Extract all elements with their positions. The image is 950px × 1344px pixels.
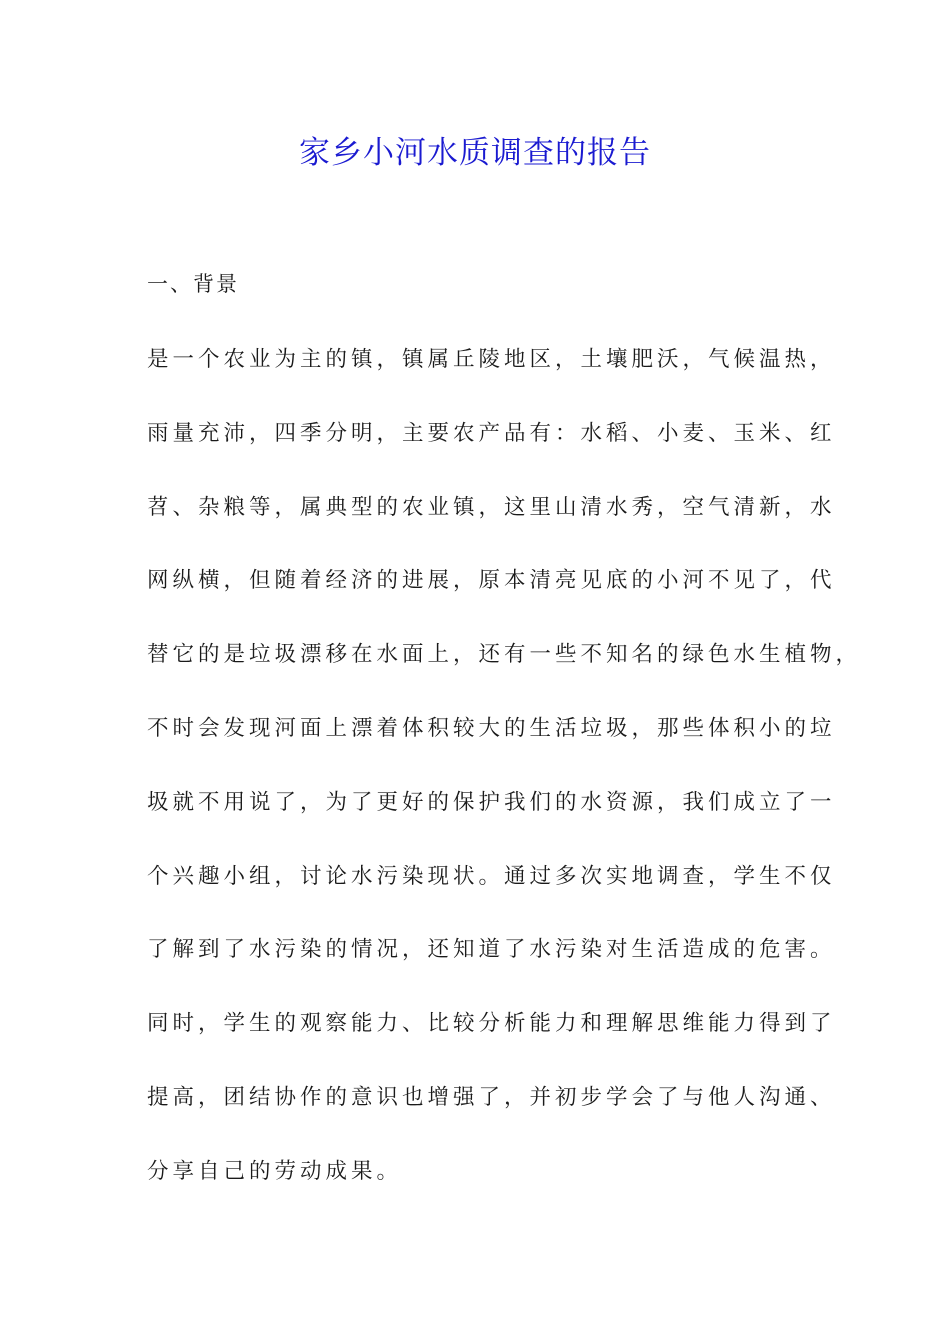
paragraph-line: 是一个农业为主的镇，镇属丘陵地区，土壤肥沃，气候温热，	[147, 347, 836, 372]
section-heading: 一、背景	[147, 272, 239, 296]
paragraph-line: 了解到了水污染的情况，还知道了水污染对生活造成的危害。	[147, 937, 836, 963]
paragraph-line: 替它的是垃圾漂移在水面上，还有一些不知名的绿色水生植物，	[147, 642, 862, 668]
paragraph-line: 网纵横，但随着经济的进展，原本清亮见底的小河不见了，代	[147, 568, 836, 594]
paragraph-line: 个兴趣小组，讨论水污染现状。通过多次实地调查，学生不仅	[147, 863, 836, 889]
paragraph-line: 同时，学生的观察能力、比较分析能力和理解思维能力得到了	[147, 1011, 836, 1037]
document-title: 家乡小河水质调查的报告	[299, 135, 651, 171]
paragraph-line: 提高，团结协作的意识也增强了，并初步学会了与他人沟通、	[147, 1084, 836, 1110]
paragraph-line: 圾就不用说了，为了更好的保护我们的水资源，我们成立了一	[147, 789, 836, 815]
paragraph-line: 不时会发现河面上漂着体积较大的生活垃圾，那些体积小的垃	[147, 715, 836, 741]
body-paragraph	[147, 339, 862, 1225]
paragraph-line: 苕、杂粮等，属典型的农业镇，这里山清水秀，空气清新，水	[147, 494, 836, 520]
paragraph-line: 雨量充沛，四季分明，主要农产品有：水稻、小麦、玉米、红	[147, 420, 836, 446]
paragraph-line: 分享自己的劳动成果。	[147, 1158, 403, 1184]
